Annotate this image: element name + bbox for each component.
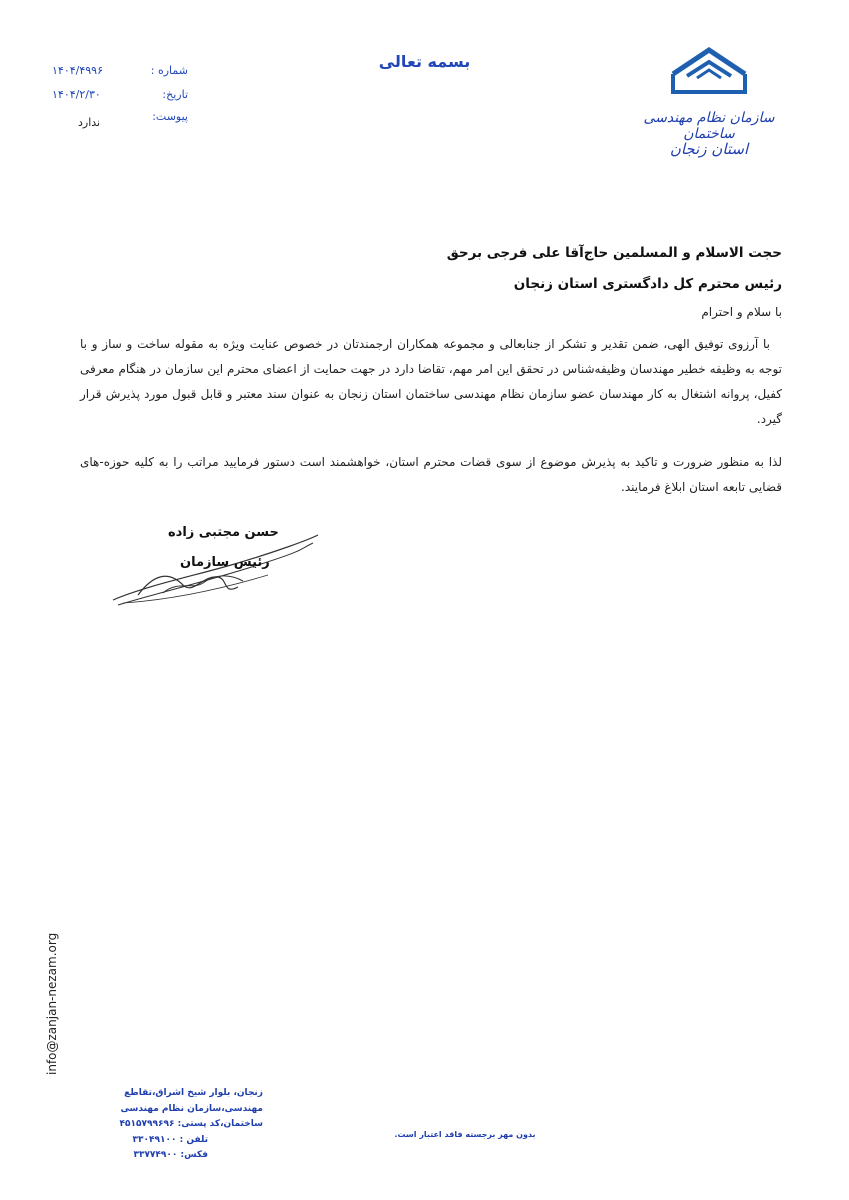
footer-validity-note: بدون مهر برجسته فاقد اعتبار است. <box>394 1130 536 1139</box>
bismillah-heading: بسمه تعالی <box>378 52 471 71</box>
body-paragraph-1: با آرزوی توفیق الهی، ضمن تقدیر و تشکر از جنابعالی و مجموعه همکاران ارجمندتان در خصوص عنایت ویژه به مقوله ساخت و ساز و با توجه به وظیفه خطیر مهندسان وظیفه‌شناس در تحقق این امر مهم، تقاضا دارد در جهت حمایت از اعضای محترم این سازمان در هنگام معرفی کفیل، پروانه اشتغال به کار مهندسان عضو سازمان نظام مهندسی ساختمان استان زنجان به عنوان سند معتبر و قابل قبول مورد پذیرش قرار گیرد. <box>80 337 782 426</box>
footer-phone: تلفن : ۳۳۰۴۹۱۰۰ <box>132 1134 208 1145</box>
organization-logo <box>639 40 775 170</box>
footer-address <box>78 1086 263 1164</box>
meta-number-label: شماره : <box>150 64 188 77</box>
footer-address-line-2: مهندسی،سازمان نظام مهندسی <box>120 1103 263 1114</box>
logo-text-line2: استان زنجان <box>669 140 749 158</box>
logo-text-line1: سازمان نظام مهندسی ساختمان <box>643 110 775 142</box>
footer-email: info@zanjan-nezam.org <box>45 932 59 1075</box>
footer-fax: فکس: ۳۳۷۷۴۹۰۰ <box>133 1150 208 1160</box>
meta-date-value: ۱۴۰۴/۲/۳۰ <box>52 88 101 101</box>
signature-block <box>108 515 323 615</box>
letter-meta <box>48 60 198 130</box>
recipient-line-2: رئیس محترم کل دادگستری استان زنجان <box>513 276 782 292</box>
signer-name: حسن مجتبی زاده <box>168 525 279 540</box>
meta-date-label: تاریخ: <box>162 88 188 101</box>
salutation: با سلام و احترام <box>701 305 782 319</box>
body-paragraph-2: لذا به منظور ضرورت و تاکید به پذیرش موضوع از سوی قضات محترم استان، خواهشمند است دستور فرمایید مراتب را به کلیه حوزه-های قضایی تابعه استان ابلاغ فرمایند. <box>80 455 782 494</box>
recipient-line-1: حجت الاسلام و المسلمین حاج‌آقا علی فرجی برحق <box>446 245 782 261</box>
signer-title: رئیس سازمان <box>180 555 270 570</box>
meta-attachment-label: پیوست: <box>152 110 188 123</box>
footer-address-line-1: زنجان، بلوار شیخ اشراق،تقاطع <box>124 1088 263 1098</box>
logo-roof-icon <box>669 46 749 96</box>
meta-number-value: ۱۴۰۴/۴۹۹۶ <box>52 64 103 77</box>
footer-address-line-3: ساختمان،کد پستی: ۴۵۱۵۷۹۹۶۹۶ <box>119 1119 263 1129</box>
meta-attachment-value: ندارد <box>78 116 101 129</box>
